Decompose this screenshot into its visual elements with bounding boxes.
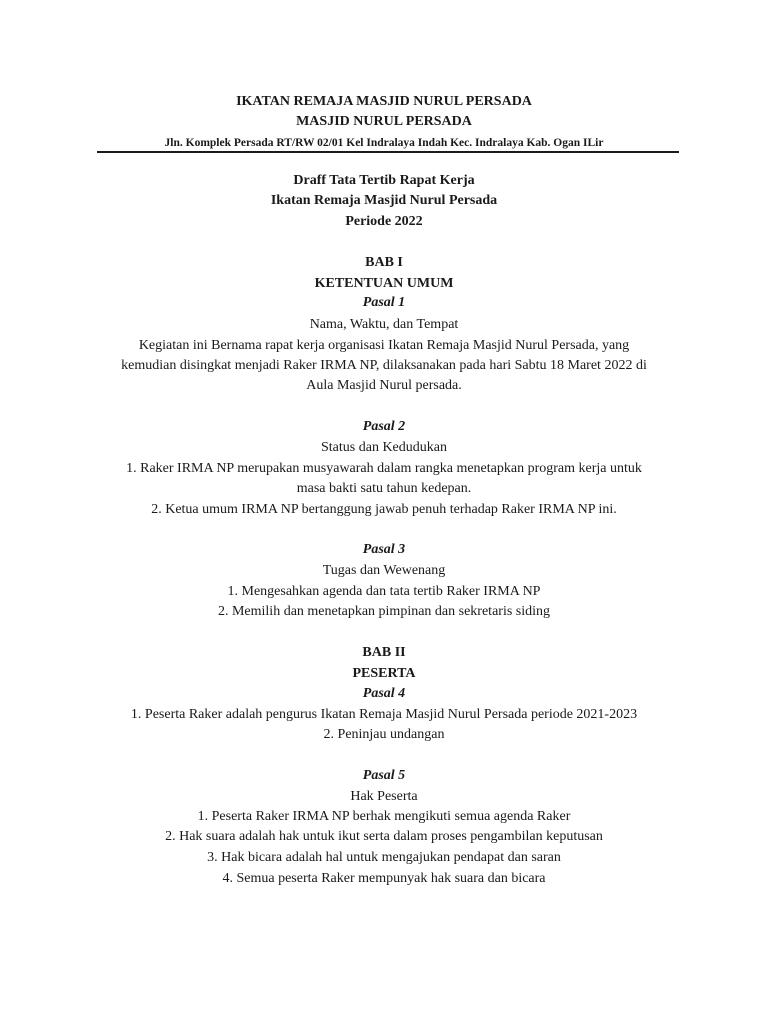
pasal2-label: Pasal 2	[362, 419, 406, 434]
mosque-name: MASJID NURUL PERSADA	[296, 114, 472, 129]
pasal3-label: Pasal 3	[362, 542, 406, 557]
pasal1-body-line: Kegiatan ini Bernama rapat kerja organisasi Ikatan Remaja Masjid Nurul Persada, yang	[138, 338, 630, 353]
pasal4-item: 2. Peninjau undangan	[323, 727, 445, 742]
bab1-heading: BAB I	[365, 255, 403, 270]
address: Jln. Komplek Persada RT/RW 02/01 Kel Indralaya Indah Kec. Indralaya Kab. Ogan ILir	[164, 137, 604, 149]
pasal5-item: 2. Hak suara adalah hak untuk ikut serta dalam proses pengambilan keputusan	[165, 829, 603, 844]
pasal3-item: 1. Mengesahkan agenda dan tata tertib Raker IRMA NP	[227, 584, 541, 599]
pasal3-item: 2. Memilih dan menetapkan pimpinan dan sekretaris siding	[217, 604, 551, 619]
pasal2-item: 2. Ketua umum IRMA NP bertanggung jawab penuh terhadap Raker IRMA NP ini.	[151, 502, 617, 517]
pasal4-label: Pasal 4	[362, 686, 406, 701]
pasal1-subtitle: Nama, Waktu, dan Tempat	[309, 317, 459, 332]
pasal5-label: Pasal 5	[362, 768, 406, 783]
doc-title-period: Periode 2022	[345, 214, 423, 229]
pasal1-label: Pasal 1	[362, 295, 406, 310]
pasal5-item: 4. Semua peserta Raker mempunyak hak suara dan bicara	[222, 871, 546, 886]
pasal2-subtitle: Status dan Kedudukan	[321, 440, 447, 455]
bab2-heading: BAB II	[362, 645, 406, 660]
doc-title: Draff Tata Tertib Rapat Kerja	[293, 173, 475, 188]
pasal5-subtitle: Hak Peserta	[350, 789, 418, 804]
org-name: IKATAN REMAJA MASJID NURUL PERSADA	[236, 94, 532, 109]
pasal5-item: 3. Hak bicara adalah hal untuk mengajukan pendapat dan saran	[207, 850, 561, 865]
pasal2-item: masa bakti satu tahun kedepan.	[296, 481, 472, 496]
bab2-name: PESERTA	[352, 666, 416, 681]
doc-title-org: Ikatan Remaja Masjid Nurul Persada	[270, 193, 498, 208]
pasal4-item: 1. Peserta Raker adalah pengurus Ikatan Remaja Masjid Nurul Persada periode 2021-2023	[130, 707, 638, 722]
pasal1-body-line: kemudian disingkat menjadi Raker IRMA NP, dilaksanakan pada hari Sabtu 18 Maret 2022 di	[121, 358, 647, 373]
header-divider	[97, 151, 679, 153]
pasal5-item: 1. Peserta Raker IRMA NP berhak mengikuti semua agenda Raker	[197, 809, 571, 824]
bab1-name: KETENTUAN UMUM	[314, 276, 454, 291]
pasal1-body-line: Aula Masjid Nurul persada.	[306, 378, 462, 393]
pasal2-item: 1. Raker IRMA NP merupakan musyawarah dalam rangka menetapkan program kerja untuk	[126, 461, 642, 476]
pasal3-subtitle: Tugas dan Wewenang	[322, 563, 446, 578]
